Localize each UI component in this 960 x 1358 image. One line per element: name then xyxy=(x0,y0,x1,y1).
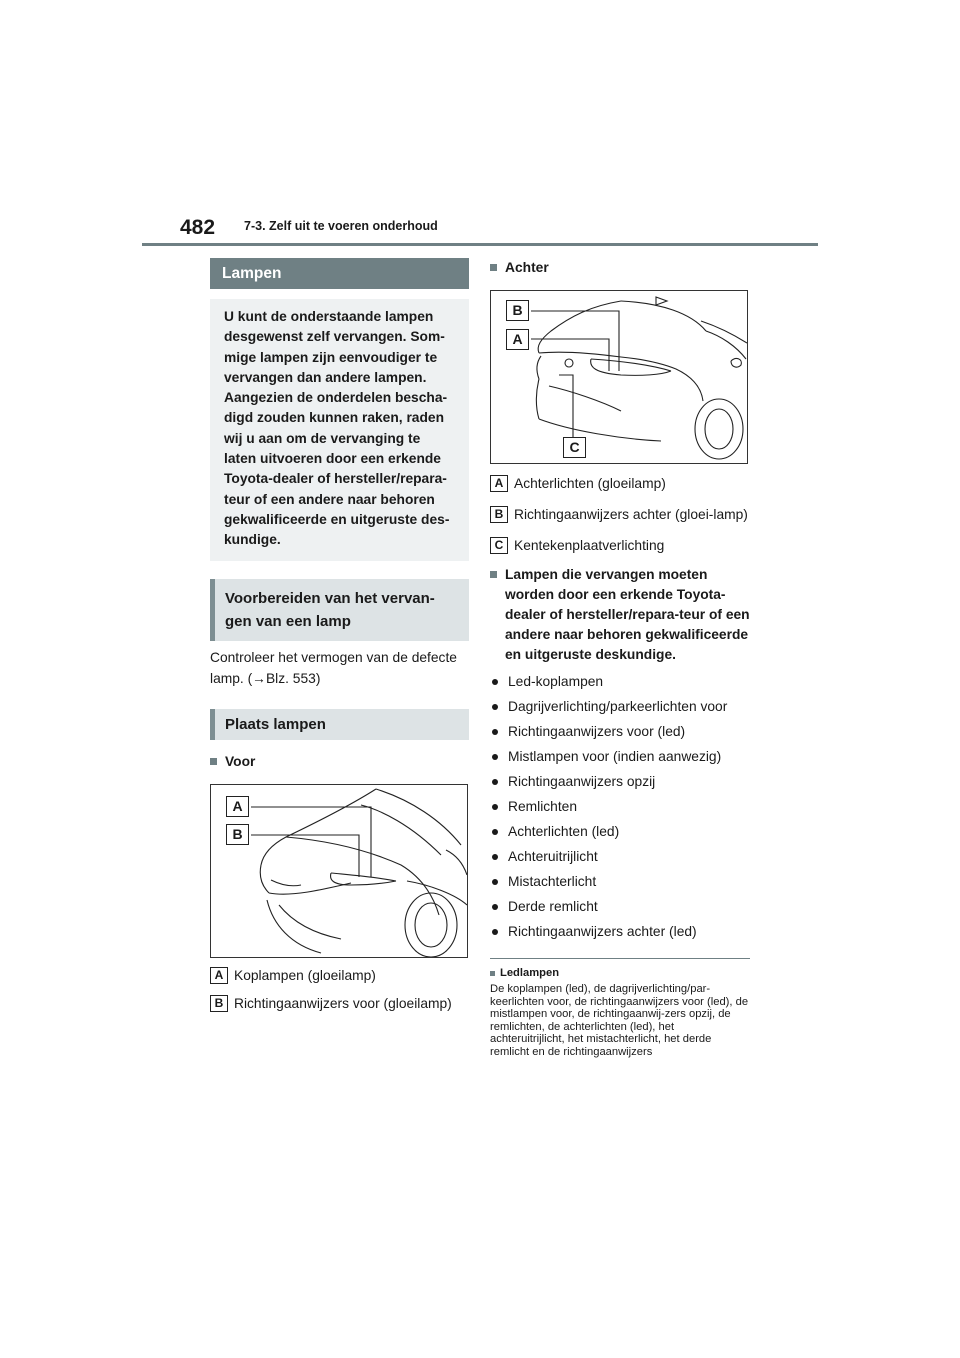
bullet-dot-icon xyxy=(492,779,498,785)
list-item: Richtingaanwijzers achter (led) xyxy=(490,919,750,944)
bullet-dot-icon xyxy=(492,904,498,910)
square-bullet-icon xyxy=(490,264,497,271)
square-bullet-icon xyxy=(490,971,495,976)
section-title-lampen: Lampen xyxy=(210,258,469,289)
figure-label-c: C xyxy=(563,437,586,458)
front-car-figure xyxy=(210,784,468,958)
list-item: Mistachterlicht xyxy=(490,869,750,894)
figure-label-a: A xyxy=(506,329,529,350)
bullet-dot-icon xyxy=(492,854,498,860)
voor-heading-text: Voor xyxy=(225,753,256,769)
bullet-dot-icon xyxy=(492,829,498,835)
legend-text-b: Richtingaanwijzers voor (gloeilamp) xyxy=(234,995,452,1011)
rear-car-figure xyxy=(490,290,748,464)
note-title-text: Ledlampen xyxy=(500,967,560,979)
bullet-dot-icon xyxy=(492,679,498,685)
breadcrumb: 7-3. Zelf uit te voeren onderhoud xyxy=(244,219,438,233)
legend-key-a: A xyxy=(210,967,228,984)
note-text: De koplampen (led), de dagrijverlichting/par-keerlichten voor, de richtingaanwijzers voor (led), de mistlampen voor, de richtingaanwij-zers opzij, de remlichten, de achterlichten (led), het achteruitrijlicht, het mistachterlicht, het derde remlicht en de richtingaanwijzers xyxy=(490,983,749,1058)
square-bullet-icon xyxy=(210,758,217,765)
voorbereiden-text: Controleer het vermogen van de defecte lamp. (→Blz. 553) xyxy=(210,649,457,686)
list-item: Achteruitrijlicht xyxy=(490,844,750,869)
legend-key-c: C xyxy=(490,537,508,554)
lampen-intro: U kunt de onderstaande lampen desgewenst zelf vervangen. Som-mige lampen zijn eenvoudiger te vervangen dan andere lampen. Aangezien de onderdelen bescha-digd zouden kunnen raken, raden wij u aan om de vervanging te laten uitvoeren door een erkende Toyota-dealer of hersteller/repara-teur of een andere naar behoren gekwalificeerde en uitgeruste des-kundige. xyxy=(210,299,469,561)
bullet-dot-icon xyxy=(492,704,498,710)
legend-text-c: Kentekenplaatverlichting xyxy=(514,538,665,553)
square-bullet-icon xyxy=(490,571,497,578)
list-item: Achterlichten (led) xyxy=(490,819,750,844)
list-item: Derde remlicht xyxy=(490,894,750,919)
right-column xyxy=(490,258,750,1059)
legend-row-a xyxy=(490,474,750,493)
note-divider xyxy=(490,958,750,959)
legend-key-a: A xyxy=(490,475,508,492)
header-rule xyxy=(142,243,818,246)
legend-key-b: B xyxy=(490,506,508,523)
bullet-dot-icon xyxy=(492,729,498,735)
section-title-voorbereiden: Voorbereiden van het vervan-gen van een lamp xyxy=(210,579,469,641)
legend-text-b: Richtingaanwijzers achter (gloei-lamp) xyxy=(514,507,748,522)
list-item: Richtingaanwijzers opzij xyxy=(490,769,750,794)
achter-heading-text: Achter xyxy=(505,260,549,275)
figure-label-a: A xyxy=(226,796,249,817)
bullet-dot-icon xyxy=(492,804,498,810)
bullet-dot-icon xyxy=(492,879,498,885)
section-title-plaats: Plaats lampen xyxy=(210,709,469,740)
note-title xyxy=(490,967,750,979)
left-column xyxy=(210,258,469,1013)
legend-text-a: Achterlichten (gloeilamp) xyxy=(514,476,666,491)
legend-row-b xyxy=(490,505,750,524)
list-item: Remlichten xyxy=(490,794,750,819)
bullet-dot-icon xyxy=(492,929,498,935)
bullet-dot-icon xyxy=(492,754,498,760)
figure-label-b: B xyxy=(226,824,249,845)
bullet-list xyxy=(490,669,750,944)
front-car-illustration xyxy=(211,785,467,957)
legend-row-b xyxy=(210,994,469,1013)
legend-row-a xyxy=(210,966,469,985)
voor-heading xyxy=(210,752,469,772)
dealer-heading xyxy=(490,565,750,665)
legend-key-b: B xyxy=(210,995,228,1012)
list-item: Richtingaanwijzers voor (led) xyxy=(490,719,750,744)
achter-heading xyxy=(490,258,750,278)
dealer-heading-text: Lampen die vervangen moeten worden door een erkende Toyota-dealer of hersteller/repara-teur of een andere naar behoren gekwalificeerde en uitgeruste deskundige. xyxy=(505,567,750,662)
page-number: 482 xyxy=(180,216,216,239)
legend-text-a: Koplampen (gloeilamp) xyxy=(234,967,376,983)
list-item: Mistlampen voor (indien aanwezig) xyxy=(490,744,750,769)
list-item: Led-koplampen xyxy=(490,669,750,694)
legend-row-c xyxy=(490,536,750,555)
rear-car-illustration xyxy=(491,291,747,463)
figure-label-b: B xyxy=(506,300,529,321)
list-item: Dagrijverlichting/parkeerlichten voor xyxy=(490,694,750,719)
